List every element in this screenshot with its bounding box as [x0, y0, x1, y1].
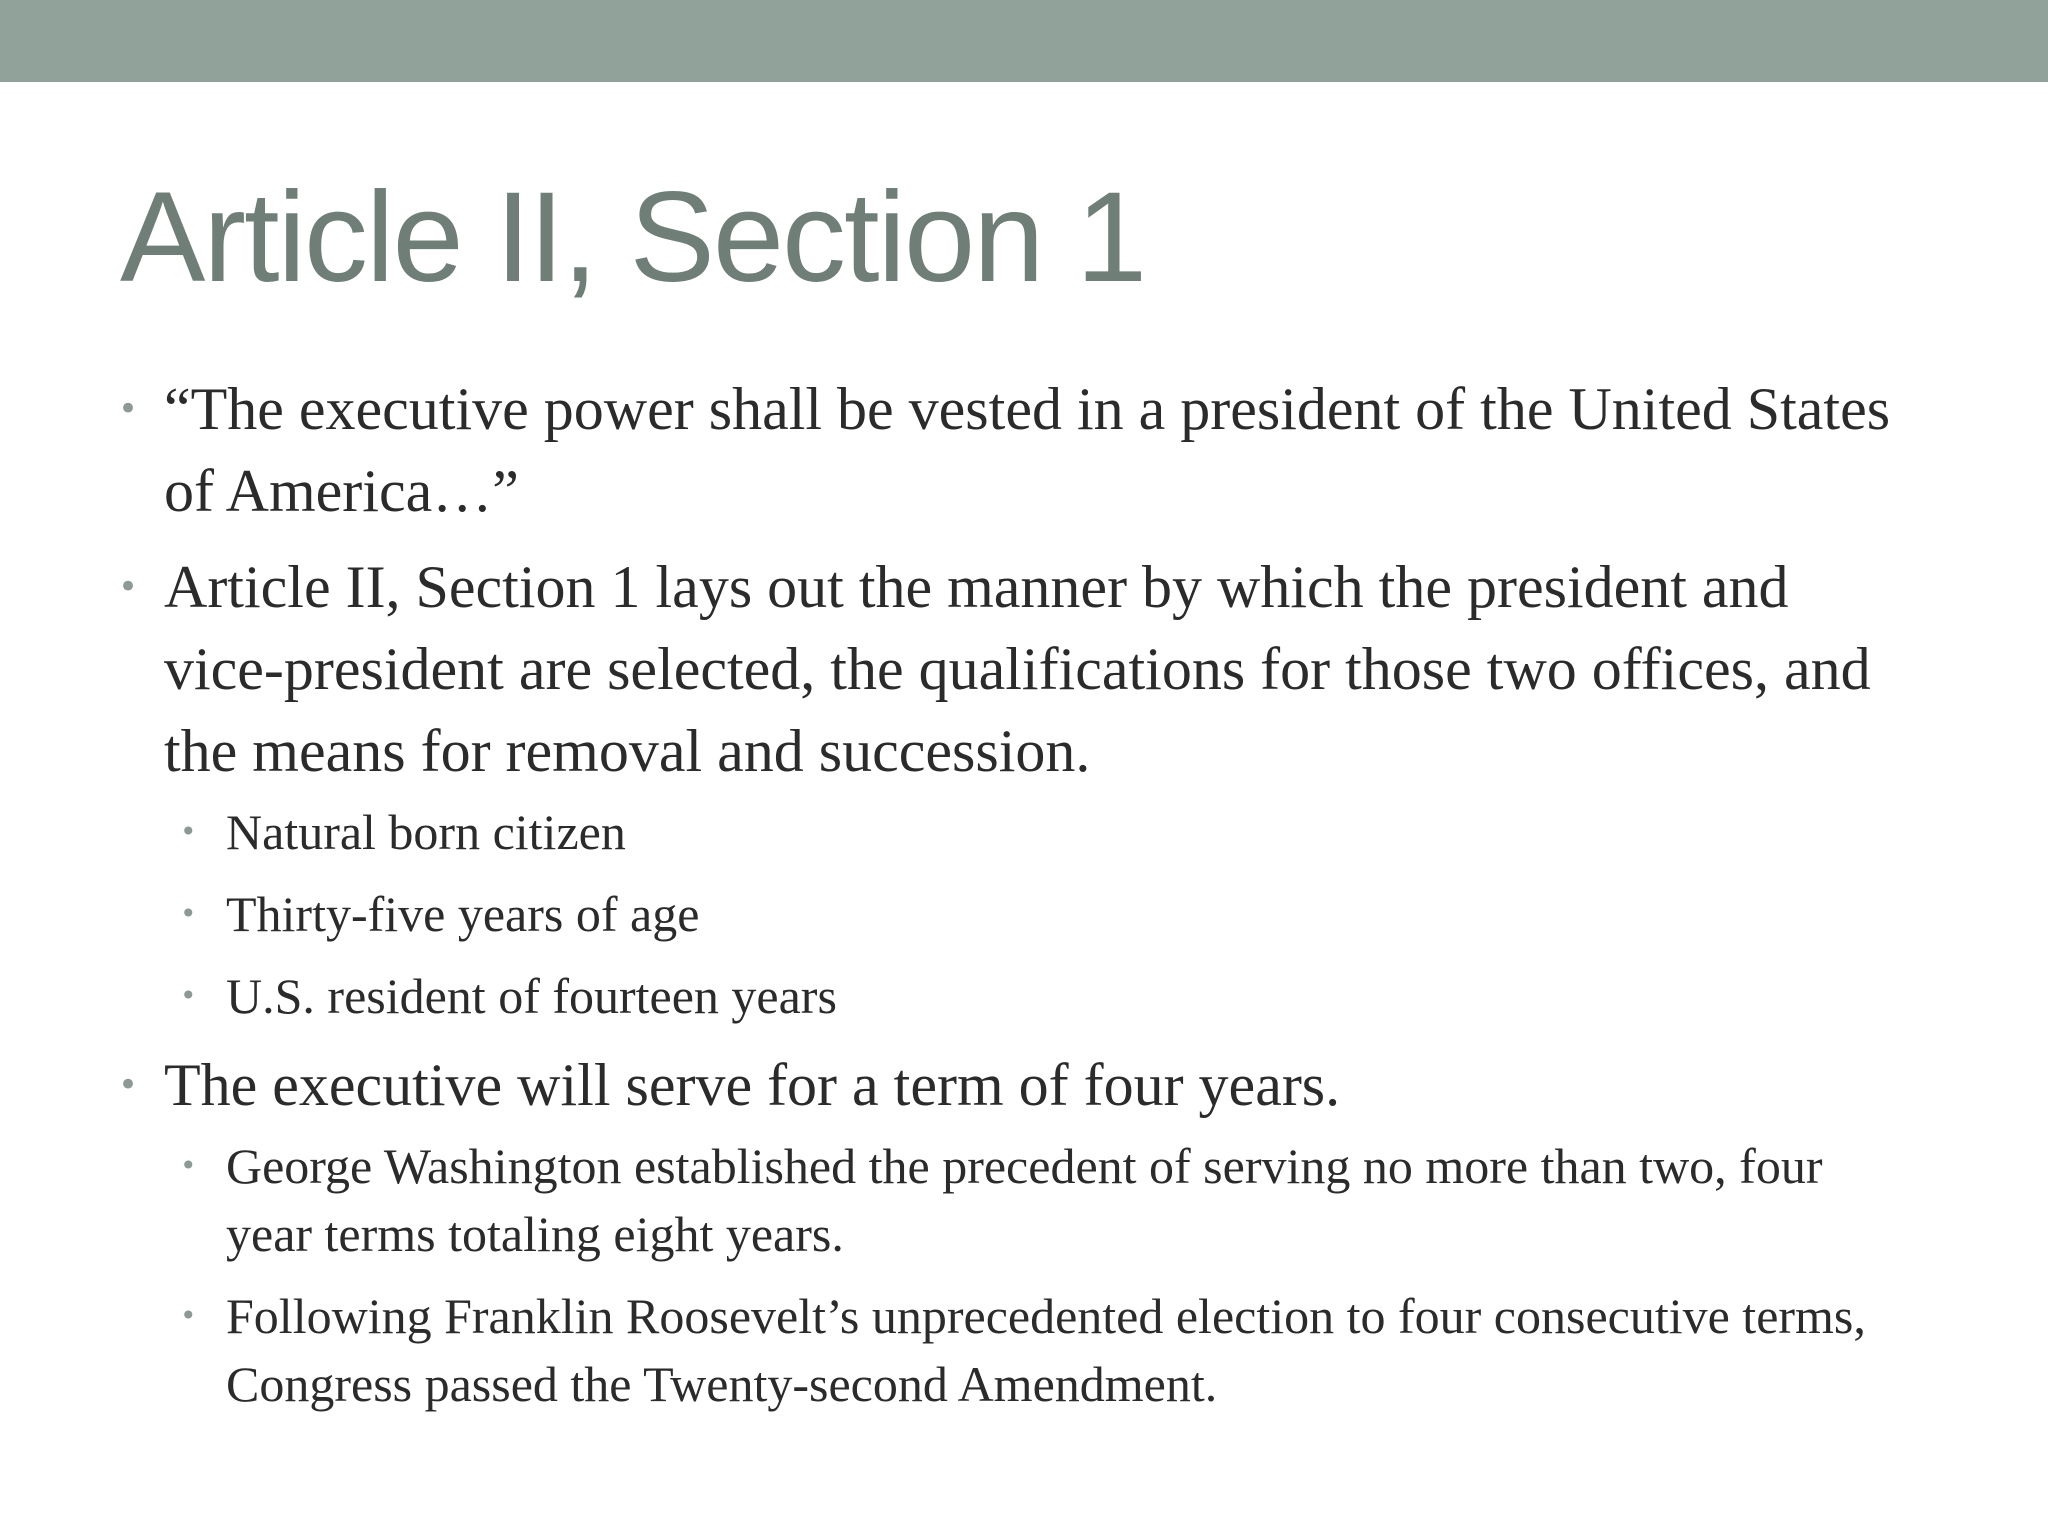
slide-title: Article II, Section 1 — [120, 166, 1146, 309]
slide-content — [118, 368, 1918, 1432]
bullet-text: Article II, Section 1 lays out the manner by which the president and vice-president are selected, the qualifications for those two offices, and the means for removal and succession. — [164, 554, 1871, 784]
bullet-dot-icon: • — [180, 1299, 197, 1332]
sub-bullet-text: George Washington established the precedent of serving no more than two, four year terms totaling eight years. — [226, 1138, 1823, 1262]
bullet-dot-icon: • — [118, 389, 139, 429]
sub-bullet-list — [164, 798, 1918, 1030]
sub-bullet-list — [164, 1132, 1918, 1418]
bullet-item — [118, 368, 1918, 532]
bullet-item — [118, 1044, 1918, 1418]
sub-bullet-text: Natural born citizen — [226, 804, 626, 860]
bullet-item — [118, 546, 1918, 1030]
sub-bullet-item — [180, 1282, 1918, 1418]
bullet-dot-icon: • — [180, 815, 197, 848]
sub-bullet-text: U.S. resident of fourteen years — [226, 968, 837, 1024]
bullet-dot-icon: • — [180, 979, 197, 1012]
sub-bullet-item — [180, 880, 1918, 948]
sub-bullet-item — [180, 798, 1918, 866]
bullet-text: The executive will serve for a term of four years. — [164, 1052, 1341, 1118]
bullet-list — [118, 368, 1918, 1418]
bullet-dot-icon: • — [180, 1149, 197, 1182]
sub-bullet-text: Thirty-five years of age — [226, 886, 700, 942]
bullet-dot-icon: • — [180, 897, 197, 930]
sub-bullet-text: Following Franklin Roosevelt’s unprecedented election to four consecutive terms, Congress passed the Twenty-second Amendment. — [226, 1288, 1866, 1412]
sub-bullet-item — [180, 1132, 1918, 1268]
bullet-text: “The executive power shall be vested in a president of the United States of America…” — [164, 376, 1891, 524]
bullet-dot-icon: • — [118, 1065, 139, 1105]
bullet-dot-icon: • — [118, 567, 139, 607]
top-accent-bar — [0, 0, 2048, 82]
sub-bullet-item — [180, 962, 1918, 1030]
